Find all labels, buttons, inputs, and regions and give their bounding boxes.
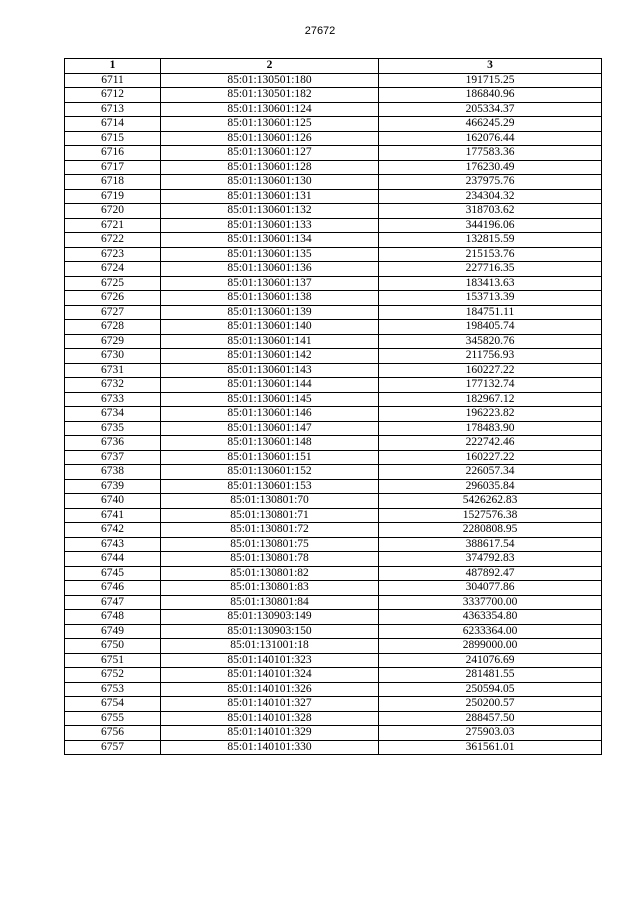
cadastral-value-cell: 132815.59 [379,233,602,248]
table-row [65,508,602,523]
cadastral-value-cell: 304077.86 [379,581,602,596]
table-row [65,102,602,117]
row-number-cell: 6750 [65,639,161,654]
table-row [65,653,602,668]
table-row [65,349,602,364]
cadastral-value-cell: 196223.82 [379,407,602,422]
cadastral-number-cell: 85:01:130601:127 [161,146,379,161]
table-row [65,624,602,639]
cadastral-number-cell: 85:01:130601:125 [161,117,379,132]
row-number-cell: 6715 [65,131,161,146]
cadastral-number-cell: 85:01:130601:130 [161,175,379,190]
cadastral-value-cell: 1527576.38 [379,508,602,523]
row-number-cell: 6725 [65,276,161,291]
row-number-cell: 6739 [65,479,161,494]
row-number-cell: 6737 [65,450,161,465]
table-row [65,117,602,132]
table-row [65,233,602,248]
cadastral-number-cell: 85:01:130601:145 [161,392,379,407]
table-row [65,291,602,306]
row-number-cell: 6745 [65,566,161,581]
row-number-cell: 6754 [65,697,161,712]
row-number-cell: 6722 [65,233,161,248]
table-row [65,407,602,422]
cadastral-value-cell: 318703.62 [379,204,602,219]
cadastral-value-cell: 184751.11 [379,305,602,320]
cadastral-value-cell: 361561.01 [379,740,602,755]
table-row [65,711,602,726]
cadastral-value-cell: 160227.22 [379,363,602,378]
cadastral-value-cell: 250200.57 [379,697,602,712]
table-row [65,276,602,291]
cadastral-value-cell: 182967.12 [379,392,602,407]
table-row [65,421,602,436]
cadastral-value-cell: 177132.74 [379,378,602,393]
cadastral-number-cell: 85:01:140101:330 [161,740,379,755]
cadastral-number-cell: 85:01:140101:328 [161,711,379,726]
cadastral-value-cell: 162076.44 [379,131,602,146]
page-number: 27672 [304,25,336,37]
cadastral-number-cell: 85:01:130903:150 [161,624,379,639]
row-number-cell: 6729 [65,334,161,349]
table-body [65,73,602,755]
cadastral-number-cell: 85:01:140101:329 [161,726,379,741]
row-number-cell: 6756 [65,726,161,741]
cadastral-value-cell: 288457.50 [379,711,602,726]
cadastral-number-cell: 85:01:130801:72 [161,523,379,538]
cadastral-value-cell: 345820.76 [379,334,602,349]
cadastral-number-cell: 85:01:130601:136 [161,262,379,277]
table-row [65,479,602,494]
cadastral-number-cell: 85:01:130501:180 [161,73,379,88]
cadastral-value-cell: 198405.74 [379,320,602,335]
row-number-cell: 6730 [65,349,161,364]
cadastral-value-cell: 2280808.95 [379,523,602,538]
cadastral-value-cell: 176230.49 [379,160,602,175]
cadastral-number-cell: 85:01:140101:323 [161,653,379,668]
cadastral-number-cell: 85:01:130601:148 [161,436,379,451]
row-number-cell: 6719 [65,189,161,204]
row-number-cell: 6738 [65,465,161,480]
cadastral-number-cell: 85:01:130801:75 [161,537,379,552]
cadastral-value-cell: 281481.55 [379,668,602,683]
cadastral-value-cell: 153713.39 [379,291,602,306]
cadastral-number-cell: 85:01:130601:126 [161,131,379,146]
cadastral-number-cell: 85:01:140101:326 [161,682,379,697]
cadastral-number-cell: 85:01:130601:137 [161,276,379,291]
cadastral-number-cell: 85:01:130601:138 [161,291,379,306]
row-number-cell: 6731 [65,363,161,378]
table-row [65,204,602,219]
cadastral-value-cell: 275903.03 [379,726,602,741]
row-number-cell: 6727 [65,305,161,320]
row-number-cell: 6733 [65,392,161,407]
cadastral-value-cell: 177583.36 [379,146,602,161]
cadastral-number-cell: 85:01:130801:71 [161,508,379,523]
cadastral-number-cell: 85:01:130501:182 [161,88,379,103]
row-number-cell: 6744 [65,552,161,567]
table-row [65,73,602,88]
cadastral-number-cell: 85:01:130601:151 [161,450,379,465]
cadastral-value-cell: 186840.96 [379,88,602,103]
cadastral-value-cell: 215153.76 [379,247,602,262]
table-row [65,523,602,538]
cadastral-value-cell: 183413.63 [379,276,602,291]
table-row [65,682,602,697]
table-row [65,610,602,625]
cadastral-value-cell: 205334.37 [379,102,602,117]
table-row [65,189,602,204]
cadastral-value-cell: 296035.84 [379,479,602,494]
cadastral-value-cell: 466245.29 [379,117,602,132]
cadastral-number-cell: 85:01:130601:143 [161,363,379,378]
cadastral-number-cell: 85:01:130801:82 [161,566,379,581]
table-row [65,247,602,262]
row-number-cell: 6726 [65,291,161,306]
cadastral-value-cell: 222742.46 [379,436,602,451]
cadastral-number-cell: 85:01:130601:131 [161,189,379,204]
cadastral-number-cell: 85:01:130601:134 [161,233,379,248]
row-number-cell: 6718 [65,175,161,190]
cadastral-value-cell: 191715.25 [379,73,602,88]
row-number-cell: 6723 [65,247,161,262]
row-number-cell: 6724 [65,262,161,277]
row-number-cell: 6740 [65,494,161,509]
cadastral-number-cell: 85:01:130601:139 [161,305,379,320]
cadastral-number-cell: 85:01:130601:146 [161,407,379,422]
cadastral-value-cell: 487892.47 [379,566,602,581]
cadastral-value-cell: 6233364.00 [379,624,602,639]
table-row [65,740,602,755]
cadastral-value-cell: 241076.69 [379,653,602,668]
row-number-cell: 6714 [65,117,161,132]
cadastral-number-cell: 85:01:131001:18 [161,639,379,654]
cadastral-number-cell: 85:01:130601:153 [161,479,379,494]
cadastral-value-cell: 250594.05 [379,682,602,697]
row-number-cell: 6741 [65,508,161,523]
row-number-cell: 6752 [65,668,161,683]
cadastral-value-cell: 4363354.80 [379,610,602,625]
cadastral-number-cell: 85:01:130601:141 [161,334,379,349]
table-row [65,305,602,320]
table-row [65,131,602,146]
table-row [65,595,602,610]
header-row [65,59,602,74]
cadastral-value-cell: 344196.06 [379,218,602,233]
row-number-cell: 6747 [65,595,161,610]
cadastral-value-table [64,58,602,755]
cadastral-number-cell: 85:01:130601:124 [161,102,379,117]
cadastral-value-cell: 388617.54 [379,537,602,552]
table-row [65,392,602,407]
cadastral-value-cell: 178483.90 [379,421,602,436]
cadastral-number-cell: 85:01:130601:144 [161,378,379,393]
cadastral-number-cell: 85:01:130801:70 [161,494,379,509]
cadastral-number-cell: 85:01:140101:327 [161,697,379,712]
row-number-cell: 6717 [65,160,161,175]
cadastral-value-cell: 2899000.00 [379,639,602,654]
cadastral-number-cell: 85:01:130801:84 [161,595,379,610]
cadastral-value-cell: 3337700.00 [379,595,602,610]
table-row [65,465,602,480]
row-number-cell: 6748 [65,610,161,625]
cadastral-value-cell: 237975.76 [379,175,602,190]
table-row [65,726,602,741]
row-number-cell: 6734 [65,407,161,422]
table-row [65,262,602,277]
table-row [65,334,602,349]
row-number-cell: 6755 [65,711,161,726]
table-row [65,450,602,465]
header-col-3: 3 [379,59,602,74]
cadastral-number-cell: 85:01:130601:140 [161,320,379,335]
row-number-cell: 6712 [65,88,161,103]
table-row [65,537,602,552]
cadastral-value-cell: 227716.35 [379,262,602,277]
header-col-1: 1 [65,59,161,74]
cadastral-number-cell: 85:01:130801:83 [161,581,379,596]
cadastral-number-cell: 85:01:130601:128 [161,160,379,175]
cadastral-value-cell: 160227.22 [379,450,602,465]
table-row [65,88,602,103]
row-number-cell: 6721 [65,218,161,233]
row-number-cell: 6757 [65,740,161,755]
cadastral-number-cell: 85:01:140101:324 [161,668,379,683]
table-row [65,436,602,451]
cadastral-value-cell: 5426262.83 [379,494,602,509]
cadastral-number-cell: 85:01:130601:132 [161,204,379,219]
table-row [65,639,602,654]
row-number-cell: 6746 [65,581,161,596]
cadastral-value-cell: 374792.83 [379,552,602,567]
cadastral-value-cell: 226057.34 [379,465,602,480]
cadastral-number-cell: 85:01:130601:147 [161,421,379,436]
row-number-cell: 6728 [65,320,161,335]
row-number-cell: 6742 [65,523,161,538]
row-number-cell: 6736 [65,436,161,451]
table-row [65,160,602,175]
row-number-cell: 6753 [65,682,161,697]
cadastral-number-cell: 85:01:130601:142 [161,349,379,364]
row-number-cell: 6749 [65,624,161,639]
row-number-cell: 6751 [65,653,161,668]
table-row [65,378,602,393]
row-number-cell: 6711 [65,73,161,88]
header-col-2: 2 [161,59,379,74]
table-row [65,218,602,233]
table-row [65,566,602,581]
table-row [65,363,602,378]
table-row [65,552,602,567]
row-number-cell: 6716 [65,146,161,161]
cadastral-number-cell: 85:01:130601:152 [161,465,379,480]
row-number-cell: 6732 [65,378,161,393]
row-number-cell: 6720 [65,204,161,219]
table-row [65,697,602,712]
cadastral-value-cell: 211756.93 [379,349,602,364]
table-row [65,668,602,683]
table-row [65,175,602,190]
table-row [65,146,602,161]
row-number-cell: 6743 [65,537,161,552]
cadastral-number-cell: 85:01:130801:78 [161,552,379,567]
row-number-cell: 6713 [65,102,161,117]
table-header [65,59,602,74]
cadastral-number-cell: 85:01:130601:135 [161,247,379,262]
cadastral-number-cell: 85:01:130903:149 [161,610,379,625]
table-row [65,494,602,509]
cadastral-number-cell: 85:01:130601:133 [161,218,379,233]
table-row [65,581,602,596]
table-row [65,320,602,335]
row-number-cell: 6735 [65,421,161,436]
cadastral-value-cell: 234304.32 [379,189,602,204]
